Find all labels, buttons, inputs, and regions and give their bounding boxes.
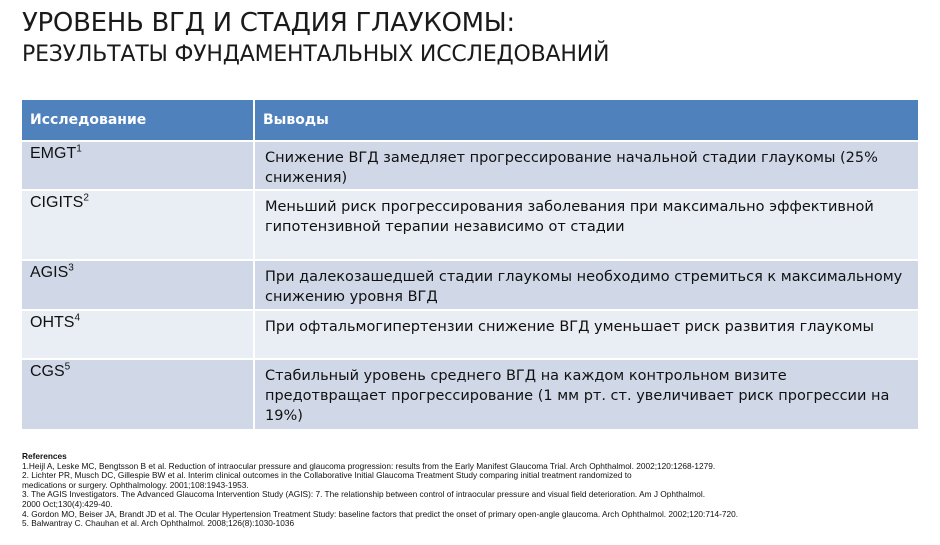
reference-line: 1.Heijl A, Leske MC, Bengtsson B et al. Reduction of intraocular pressure and glaucoma progression: results from the Early Manifest Glaucoma Trial. Arch Ophthalmol. 2002;120:1268-1279. <box>22 460 716 471</box>
title-main: УРОВЕНЬ ВГД И СТАДИЯ ГЛАУКОМЫ: <box>22 8 515 38</box>
header-findings: Выводы <box>254 100 918 141</box>
reference-line: 3. The AGIS Investigators. The Advanced Glaucoma Intervention Study (AGIS): 7. The relationship between control of intraocular pressure and visual field deterioration. Am J Ophthalmol. <box>22 489 706 500</box>
study-ref: 5 <box>64 361 71 373</box>
references-heading: References <box>22 451 67 461</box>
studies-table <box>22 100 918 429</box>
study-name-cell <box>22 359 254 429</box>
reference-line: 5. Balwantray C. Chauhan et al. Arch Ophthalmol. 2008;126(8):1030-1036 <box>22 518 295 529</box>
study-ref: 4 <box>74 312 81 324</box>
references <box>22 452 922 529</box>
header-study: Исследование <box>22 100 254 141</box>
finding-cell: При офтальмогипертензии снижение ВГД уменьшает риск развития глаукомы <box>254 310 918 359</box>
table-row <box>22 141 918 190</box>
study-name-cell <box>22 141 254 190</box>
finding-cell: Снижение ВГД замедляет прогрессирование начальной стадии глаукомы (25% снижения) <box>254 141 918 190</box>
study-name-cell <box>22 310 254 359</box>
finding-cell: Стабильный уровень среднего ВГД на каждом контрольном визите предотвращает прогрессирование (1 мм рт. ст. увеличивает риск прогрессии на 19%) <box>254 359 918 429</box>
reference-line: medications or surgery. Ophthalmology. 2001;108:1943-1953. <box>22 479 249 490</box>
study-name: CIGITS <box>30 194 84 211</box>
table-header-row <box>22 100 918 141</box>
study-name: EMGT <box>30 145 77 162</box>
reference-line: 2. Lichter PR, Musch DC, Gillespie BW et al. Interim clinical outcomes in the Collaborative Initial Glaucoma Treatment Study comparing initial treatment randomized to <box>22 470 632 481</box>
study-name-cell <box>22 190 254 260</box>
finding-cell: При далекозашедшей стадии глаукомы необходимо стремиться к максимальному снижению уровня ВГД <box>254 260 918 310</box>
table-row <box>22 260 918 310</box>
study-ref: 1 <box>76 143 82 155</box>
study-ref: 3 <box>68 262 74 274</box>
table-row <box>22 310 918 359</box>
table-row <box>22 359 918 429</box>
table-row <box>22 190 918 260</box>
study-name: OHTS <box>30 314 75 331</box>
reference-line: 2000 Oct;130(4):429-40. <box>22 498 113 509</box>
title-subtitle: РЕЗУЛЬТАТЫ ФУНДАМЕНТАЛЬНЫХ ИССЛЕДОВАНИЙ <box>22 42 610 67</box>
study-name: CGS <box>30 363 65 380</box>
study-ref: 2 <box>83 192 89 204</box>
finding-cell: Меньший риск прогрессирования заболевания при максимально эффективной гипотензивной терапии независимо от стадии <box>254 190 918 260</box>
slide-title <box>22 8 922 69</box>
reference-line: 4. Gordon MO, Beiser JA, Brandt JD et al. The Ocular Hypertension Treatment Study: baseline factors that predict the onset of primary open-angle glaucoma. Arch Ophthalmol. 2002;120:714-720. <box>22 508 739 519</box>
study-name: AGIS <box>30 264 69 281</box>
study-name-cell <box>22 260 254 310</box>
